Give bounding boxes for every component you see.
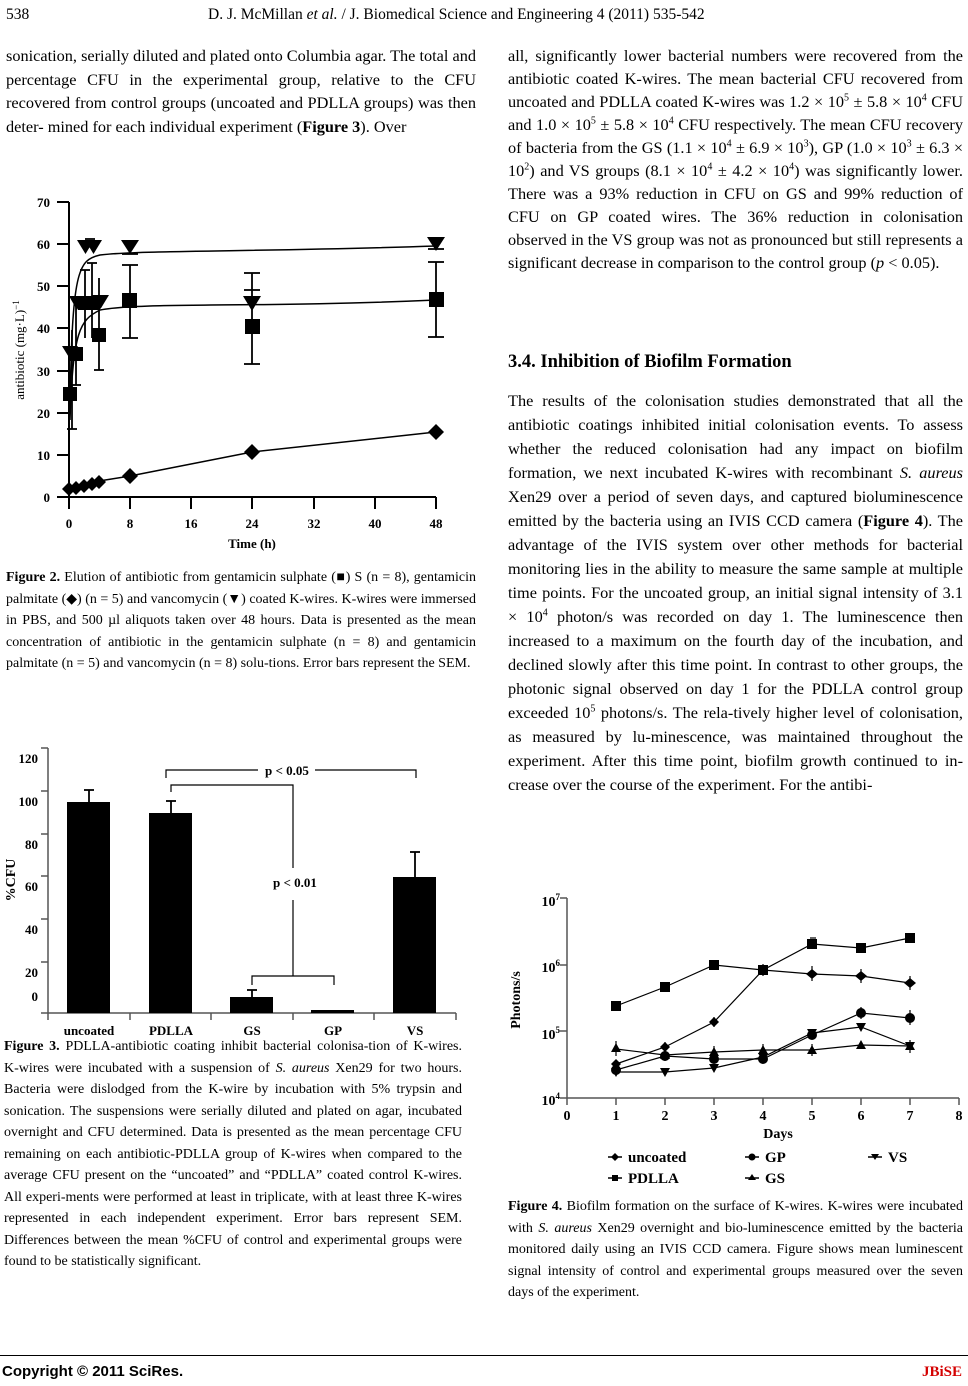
figure-4-chart [500,880,968,1187]
svg-text:0: 0 [65,516,73,531]
svg-text:105: $10^5$ [541,1025,560,1043]
caption-label: Figure 3. [4,1039,60,1054]
x-tick-labels [564,1109,963,1124]
y-tick-labels [37,195,50,505]
figure-3-reference[interactable]: Figure 3 [302,116,361,136]
svg-text:106: $10^6$ [541,958,560,976]
svg-text:PDLLA: PDLLA [148,1023,194,1038]
svg-text:VS: VS [406,1023,424,1038]
svg-text:uncoated: uncoated [63,1023,115,1038]
gp-line [69,432,436,489]
svg-text:2: 2 [661,1109,669,1124]
caption-text: Xen29 for two hours. Bacteria were dislodged from the K-wire by incubation with 5% trypsin and sonication. The suspensions were serially diluted and plated on agar, incubated overnight and CFU determined. Data is presented as the mean percentage CFU remaining on each antibiotic-PDLLA group of K-wires when compared to the average CFU present on the “uncoated” and “PDLLA” coated control K-wires. All experi-ments were performed at least in triplicate, with at least three K-wires represented in each independent experiment. Error bars represent SEM. Differences between the mean %CFU of control and experimental groups were found to be statistically significant. [4,1060,462,1269]
gp-diamond-markers [62,424,444,496]
figure-4-reference[interactable]: Figure 4 [863,511,923,530]
svg-text:6: 6 [857,1109,865,1124]
x-axis-label: Time (h) [228,536,276,551]
right-paragraph-2: The results of the colonisation studies demonstrated that all the antibiotic coatings inhibited initial colonisation events. To assess whether the reduced colonisation had any impact on biofilm formation, we next incubated K-wires with recombinant S. aureus Xen29 over a period of seven days, and captured bioluminescence emitted by the bacteria using an IVIS CCD camera (Figure 4). The advantage of the IVIS system over other methods for bacterial monitoring lies in the ability to measure the same sample at multiple time points. For the uncoated group, an initial signal intensity of $3.1 \times 10^4$ photon/s was recorded on day 1. The luminescence then increased to a maximum on the fourth day of the incubation, and declined slowly after this time point. In contrast to other groups, the photonic signal observed on day 1 for the PDLLA control group exceeded $10^5$ photons/s. The rela-tively higher level of colonisation, as measured by lu-minescence, was maintained throughout the experiment. After this time point, biofilm growth continued to in-crease over the course of the experiment. For the antibi- [508,391,964,794]
caption-text: PDLLA-antibiotic coating inhibit bacterial colonisa-tion of K-wires. K-wires were incubated with a suspension of [4,1039,462,1076]
y-tick-labels [19,751,39,1004]
caption-label: Figure 4. [508,1199,563,1214]
legend [608,1150,907,1187]
running-title-etal: et al. [306,6,338,23]
svg-text:80: 80 [25,837,38,852]
text-line: group, relative to the CFU recovered from control [6,69,476,112]
bar-vs [393,877,436,1013]
bar-uncoated [67,802,110,1013]
right-paragraph-1: all, significantly lower bacterial numbers were recovered from the antibiotic coated K-wires. The mean bacterial CFU recovered from uncoated and PDLLA coated K-wires was $1.2 \times 10^5 \pm 5.8 \times 10^4$ CFU and $1.0 \times 10^5 \pm 5.8 \times 10^4$ CFU respectively. The mean CFU recovery of bacteria from the GS $(1.1 \times 10^4 \pm 6.9 \times 10^3)$, GP $(1.0 \times 10^3 \pm 6.3 \times 10^2)$ and VS groups $(8.1 \times 10^4 \pm 4.2 \times 10^4)$ was significantly lower. There was a 93% reduction in CFU on GS and 99% reduction of CFU on GP coated wires. The 36% reduction in colonisation observed in the VS group was not as pronounced but still represents a significant decrease in comparison to the control group (p < 0.05). [508,46,963,272]
svg-text:8: 8 [126,516,134,531]
journal-abbrev: JBiSE [921,1364,962,1380]
left-intro-paragraph [6,44,476,138]
svg-text:70: 70 [37,195,50,210]
svg-text:4: 4 [759,1109,767,1124]
text-line: mined for each individual experiment ( [47,116,303,136]
p-value-005: p < 0.05 [265,763,309,778]
bar-gp [311,1010,354,1013]
svg-text:5: 5 [808,1109,816,1124]
y-axis-label: antibiotic $(mg\cdot L)^{-1}$ [11,300,27,400]
gs-fit-curve [70,300,436,420]
svg-text:16: 16 [184,516,198,531]
caption-text: Biofilm formation on the surface of K-wires. K-wires were incubated with [508,1199,964,1236]
svg-text:30: 30 [37,364,50,379]
svg-text:100: 100 [18,794,38,809]
running-title [208,6,705,24]
figure-3-caption [4,1036,462,1273]
y-tick-labels [542,892,561,1109]
running-title-author: D. J. McMillan [208,6,307,23]
gp-circle-markers [611,1008,915,1075]
vs-triangle-markers [62,237,445,359]
svg-text:0: 0 [31,989,38,1004]
svg-text:10: 10 [37,448,50,463]
svg-text:PDLLA: PDLLA [628,1171,679,1187]
text-line: sonication, serially diluted and plated onto Columbia [6,46,352,65]
copyright-text: Copyright © 2011 SciRes. [2,1363,184,1380]
svg-text:3: 3 [710,1109,718,1124]
svg-text:20: 20 [25,965,38,980]
svg-text:24: 24 [245,516,259,531]
svg-text:GS: GS [765,1171,786,1187]
species-name: S. aureus [275,1060,330,1076]
svg-text:uncoated: uncoated [628,1150,687,1166]
y-axis-label: %CFU [4,858,19,902]
svg-text:0: 0 [43,490,50,505]
y-axis-label: Photons/s [509,971,524,1029]
svg-text:48: 48 [429,516,443,531]
footer-rule [0,1355,968,1356]
running-title-rest: / J. Biomedical Science and Engineering 4 (2011) 535-542 [337,6,705,23]
svg-text:104: $10^4$ [541,1091,560,1109]
text-line: agar. The total and percentage CFU in the experimental [6,46,476,89]
bar-pdlla [149,813,192,1013]
svg-text:0: 0 [563,1109,571,1124]
svg-text:7: 7 [906,1109,914,1124]
legend-item-gs [745,1171,785,1187]
svg-text:107: $10^7$ [541,892,560,910]
legend-item-gp [745,1150,786,1166]
x-axis-label: Days [763,1127,793,1142]
figure-3-chart [0,730,480,1038]
error-bars [84,790,420,997]
svg-text:60: 60 [25,879,38,894]
text-line: groups (uncoated and PDLLA groups) was then deter- [6,93,477,136]
text-line: ). Over [360,116,407,136]
svg-text:GP: GP [323,1023,343,1038]
caption-text: Xen29 overnight and bio-luminescence emitted by the bacteria monitored daily using an IVIS CCD camera. Figure shows mean luminescent signal intensity of control and experimental groups measured over the seven days of the experiment. [508,1220,963,1300]
x-tick-labels [66,516,443,531]
svg-text:VS: VS [888,1150,908,1166]
bar-gs [230,997,273,1013]
p-value-001: p < 0.01 [273,875,317,890]
svg-text:60: 60 [37,237,50,252]
legend-item-vs [868,1150,907,1166]
species-name: S. aureus [538,1220,592,1236]
svg-text:120: 120 [18,751,38,766]
svg-text:40: 40 [368,516,382,531]
svg-text:8: 8 [955,1109,963,1124]
svg-text:20: 20 [37,406,50,421]
figure-2-chart [0,160,480,560]
svg-text:32: 32 [307,516,321,531]
legend-item-uncoated [608,1150,687,1166]
caption-label: Figure 2. [6,570,61,585]
section-heading: 3.4. Inhibition of Biofilm Formation [508,352,792,372]
legend-item-pdlla [608,1171,679,1187]
figure-2-caption [6,567,476,675]
svg-text:50: 50 [37,279,50,294]
svg-text:GS: GS [243,1023,261,1038]
svg-text:1: 1 [612,1109,620,1124]
error-bars [616,938,910,1062]
page-number: 538 [6,6,30,23]
figure-4-caption [508,1196,963,1304]
caption-text: Elution of antibiotic from gentamicin sulphate (■) S (n = 8), gentamicin palmitate (◆) (n = 5) and vancomycin (▼) coated K-wires. K-wires were immersed in PBS, and 500 µl aliquots taken over 48 hours. Data is presented as the mean concentration of antibiotic in the gentamicin sulphate (n = 8) and gentamicin palmitate (n = 5) and vancomycin (n = 8) solu-tions. Error bars represent the SEM. [6,570,476,671]
svg-text:40: 40 [25,922,38,937]
svg-text:40: 40 [37,321,50,336]
svg-text:GP: GP [765,1150,786,1166]
